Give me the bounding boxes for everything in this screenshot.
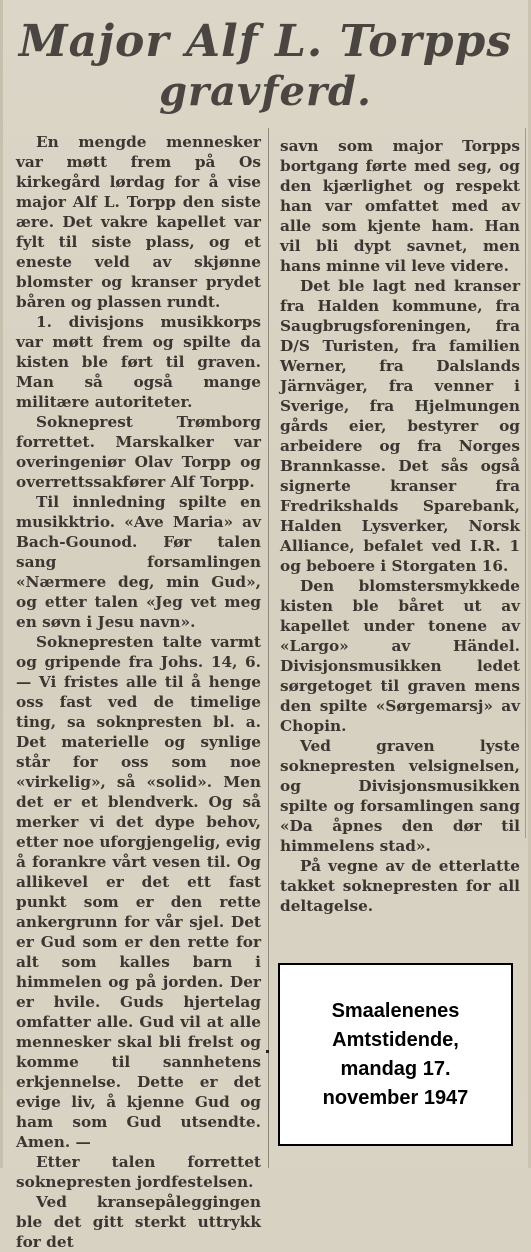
paragraph: Etter talen forrettet soknepresten jordfestelsen. — [16, 1153, 261, 1191]
paragraph: 1. divisjons musikkorps var møtt frem og spilte da kisten ble ført til graven. Man så også mange militære autoriteter. — [16, 313, 261, 411]
paragraph: Det ble lagt ned kranser fra Halden kommune, fra Saugbrugsforeningen, fra D/S Turisten, fra familien Werner, fra Dalslands Järnväger, fra venner i Sverige, fra Hjelmungen gårds eier, bestyrer og arbeidere og fra Norges Brannkasse. Det sås også signerte kranser fra Fredrikshalds Sparebank, Halden Lysverker, Norsk Alliance, befalet ved I.R. 1 og beboere i Storgaten 16. — [280, 277, 520, 575]
paragraph: På vegne av de etterlatte takket soknepresten for all deltagelse. — [280, 857, 520, 915]
paragraph: Sokneprest Trømborg forrettet. Marskalker var overingeniør Olav Torpp og overrettssakfører Alf Torpp. — [16, 413, 261, 491]
left-page-edge — [0, 0, 3, 1168]
paragraph: Til innledning spilte en musikktrio. «Ave Maria» av Bach-Gounod. Før talen sang forsamlingen «Nærmere deg, min Gud», og etter talen «Jeg vet meg en søvn i Jesu navn». — [16, 493, 261, 631]
source-caption-box — [278, 963, 513, 1146]
right-column-rule — [525, 128, 526, 838]
column-divider — [268, 128, 269, 1168]
article-column-2 — [280, 136, 520, 916]
paragraph: En mengde mennesker var møtt frem på Os kirkegård lørdag for å vise major Alf L. Torpp den siste ære. Det vakre kapellet var fylt til siste plass, og et eneste veld av skjønne blomster og kranser prydet båren og plassen rundt. — [16, 133, 261, 311]
headline-line-2: gravferd. — [159, 68, 372, 115]
paragraph: Ved graven lyste soknepresten velsignelsen, og Divisjonsmusikken spilte og forsamlingen sang «Da åpnes den dør til himmelens stad». — [280, 737, 520, 855]
paragraph: savn som major Torpps bortgang førte med seg, og den kjærlighet og respekt han var omfattet med av alle som kjente ham. Han vil bli dypt savnet, men hans minne vil leve videre. — [280, 137, 520, 275]
caption-newspaper-name: Smaalenenes — [331, 999, 460, 1022]
caption-date-day: mandag 17. — [340, 1057, 451, 1080]
caption-newspaper-name-2: Amtstidende, — [332, 1028, 459, 1051]
paragraph: Ved kransepåleggingen ble det gitt sterkt uttrykk for det — [16, 1193, 261, 1251]
print-speck — [266, 1050, 269, 1053]
paragraph: Soknepresten talte varmt og gripende fra Johs. 14, 6. — Vi fristes alle til å henge oss fast ved de timelige ting, sa soknpresten bl. a. Det materielle og synlige står for oss som noe «virkelig», så «solid». Men det er et blendverk. Og så merker vi det dype behov, etter noe uforgjengelig, evig å forankre vårt vesen til. Og allikevel er det ett fast punkt som er den rette ankergrunn for vår sjel. Det er Gud som er den rette for alt som kalles barn i himmelen og på jorden. Der er hvile. Guds hjertelag omfatter alle. Gud vil at alle mennesker skal bli frelst og komme til sannhetens erkjennelse. Dette er det evige liv, å kjenne Gud og ham som Gud utsendte. Amen. — — [16, 633, 261, 1151]
article-column-1 — [16, 132, 261, 1252]
headline-line-1: Major Alf L. Torpps — [18, 16, 513, 67]
paragraph: Den blomstersmykkede kisten ble båret ut av kapellet under tonene av «Largo» av Händel. Divisjonsmusikken ledet sørgetoget til graven mens den spilte «Sørgemarsj» av Chopin. — [280, 577, 520, 735]
caption-date-month-year: november 1947 — [322, 1086, 469, 1109]
